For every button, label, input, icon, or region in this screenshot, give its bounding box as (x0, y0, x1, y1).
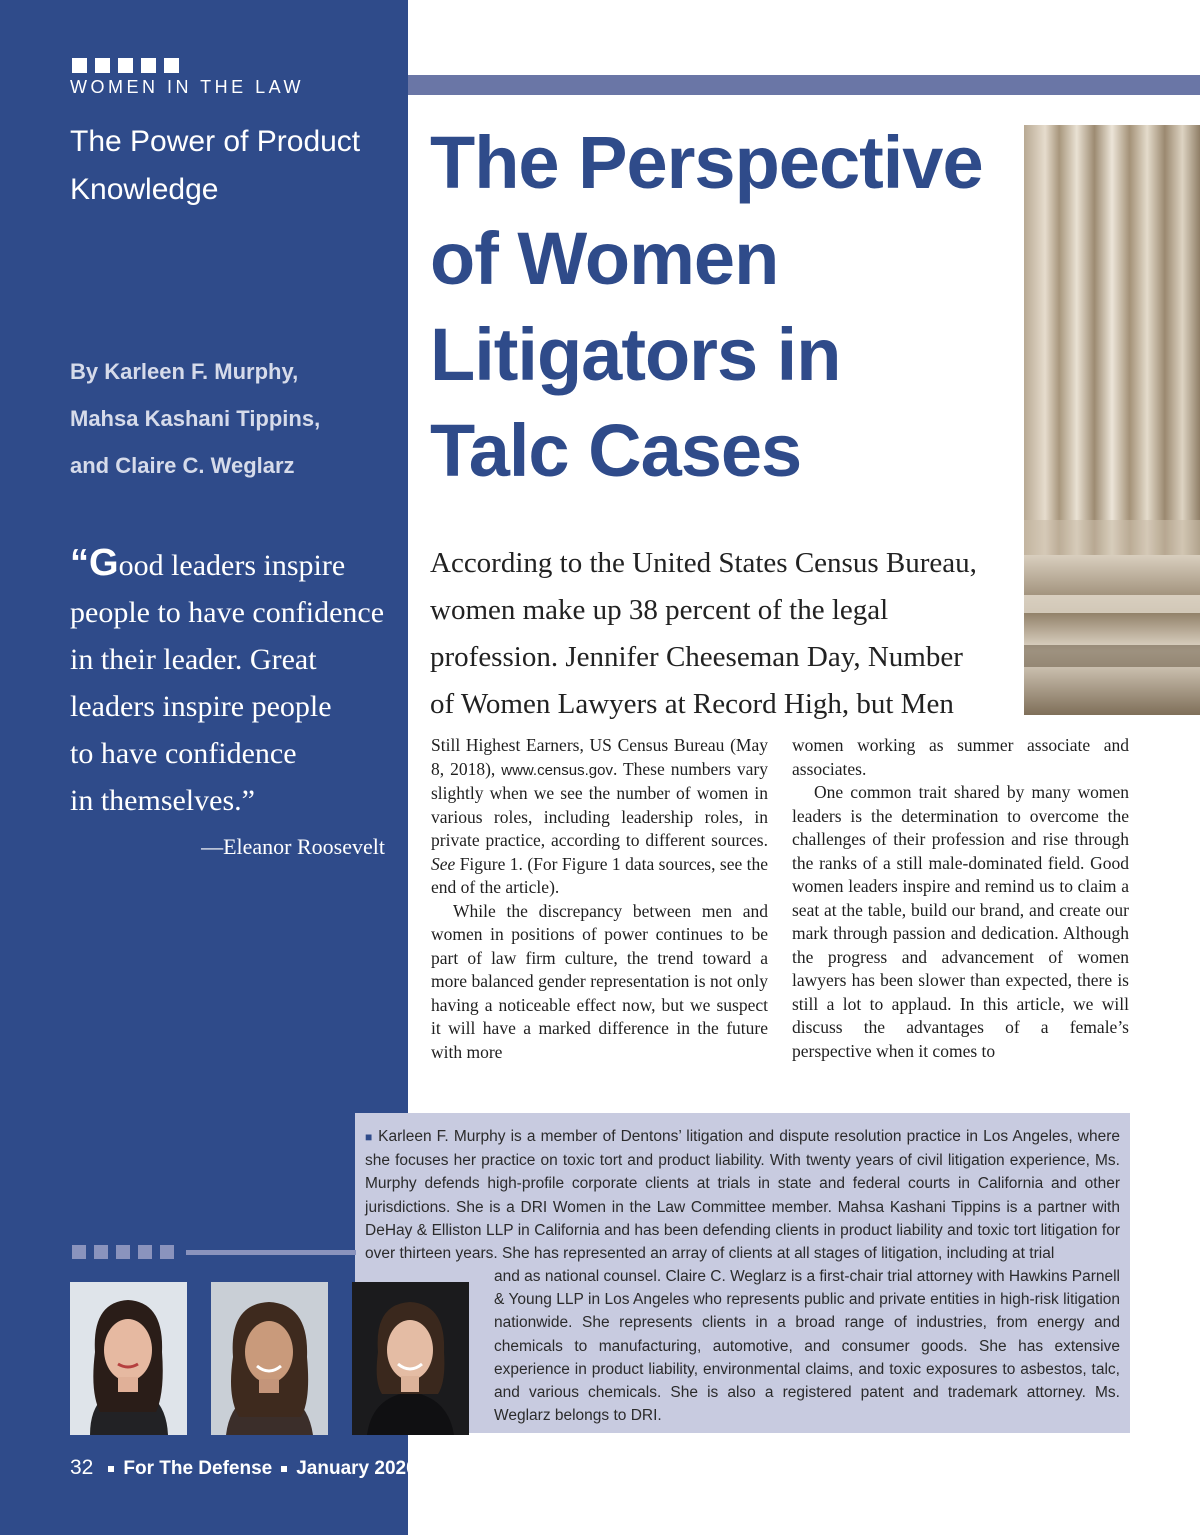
body-paragraph: One common trait shared by many women leaders is the determination to overcome the challenges of their profession and rise through the ranks of a still male-dominated field. Good women leaders inspire and remind us to claim a seat at the table, build our brand, and create our mark through passion and dedication. Although the progress and advancement of women lawyers has been slower than expected, there is still a lot to applaud. In this article, we will discuss the advantages of a female’s perspective when it comes to (792, 782, 1129, 1061)
classical-column-image (1024, 125, 1200, 715)
footer-separator (281, 1466, 287, 1472)
bio-bullet-icon: ■ (365, 1130, 374, 1144)
body-paragraph: While the discrepancy between men and women in positions of power continues to be part of law firm culture, the trend toward a more balanced gender representation is not only having a noticeable effect now, but we suspect it will have a marked difference in the future with more (431, 900, 768, 1062)
body-column-right (792, 734, 1129, 1063)
author-bio-text (365, 1125, 1120, 1265)
section-label: WOMEN IN THE LAW (70, 77, 305, 97)
issue-date: January 2020 (296, 1458, 417, 1479)
photo-divider-line (186, 1250, 356, 1255)
article-title (430, 115, 1020, 499)
quote-line: to have confidence (70, 737, 297, 770)
quote-line: leaders inspire people (70, 690, 332, 723)
quote-drop-letter: G (89, 542, 119, 584)
body-text: Still Highest Earners, US Census Bureau (May 8, 2018), (431, 735, 768, 779)
page-footer (70, 1456, 417, 1480)
lead-line: According to the United States Census Bureau, (430, 547, 977, 579)
body-column-left (431, 734, 768, 1064)
photo-squares-decoration (72, 1245, 174, 1259)
magazine-name: For The Defense (123, 1458, 273, 1479)
byline (70, 348, 390, 489)
body-text: Figure 1. (For Figure 1 data sources, see the end of the article). (431, 853, 769, 897)
body-paragraph (431, 734, 768, 900)
author-bio-text-continued: and as national counsel. Claire C. Weglarz is a first-chair trial attorney with Hawkins Parnell & Young LLP in Los Angeles who represents public and private entities in high-risk litigation nationwide. She represents clients in a broad range of industries, from energy and chemicals to manufacturing, automotive, and consumer goods. She has extensive experience in product liability, environmental claims, and toxic exposures to asbestos, talc, and various chemicals. She is also a registered patent and trademark attorney. Ms. Weglarz belongs to DRI. (494, 1268, 1121, 1425)
census-link[interactable]: www.census.gov (501, 761, 613, 779)
author-photo-murphy (70, 1282, 187, 1435)
title-line: Talc Cases (430, 409, 802, 492)
body-text-italic: See (431, 853, 456, 874)
quote-line: ood leaders inspire (118, 549, 346, 582)
body-paragraph: women working as summer associate and associates. (792, 735, 1129, 779)
pull-quote (70, 540, 390, 824)
title-line: of Women (430, 217, 779, 300)
lead-line: profession. Jennifer Cheeseman Day, Number (430, 641, 963, 673)
quote-open-mark: “ (70, 542, 89, 584)
lead-paragraph (430, 540, 1020, 728)
byline-line: By Karleen F. Murphy, (70, 359, 299, 384)
byline-line: Mahsa Kashani Tippins, (70, 406, 321, 431)
lead-line: women make up 38 percent of the legal (430, 594, 889, 626)
quote-attribution: —Eleanor Roosevelt (201, 834, 385, 859)
body-text: . These numbers vary slightly when we see the number of women in various roles, including leadership roles, in private practice, according to different sources. (431, 758, 768, 850)
page-number: 32 (70, 1456, 94, 1479)
quote-line: in their leader. Great (70, 643, 317, 676)
bio-text: Karleen F. Murphy is a member of Dentons’ litigation and dispute resolution practice in Los Angeles, where she focuses her practice on toxic tort and product liability. With twenty years of civil litigation experience, Ms. Murphy defends high-profile corporate clients at trials in state and federal courts in California and other jurisdictions. She is a DRI Women in the Law Committee member. Mahsa Kashani Tippins is a partner with DeHay & Elliston LLP in California and has been defending clients in product liability and toxic tort litigation for over thirteen years. She has represented an array of clients at all stages of litigation, including at trial (365, 1128, 1121, 1263)
title-line: Litigators in (430, 313, 841, 396)
footer-separator (108, 1466, 114, 1472)
byline-line: and Claire C. Weglarz (70, 453, 295, 478)
section-squares-decoration (72, 58, 179, 73)
title-line: The Perspective (430, 121, 983, 204)
quote-line: in themselves.” (70, 784, 255, 817)
author-photo-tippins (211, 1282, 328, 1435)
lead-line: of Women Lawyers at Record High, but Men (430, 688, 954, 720)
author-photo-weglarz (352, 1282, 469, 1435)
article-subtitle: The Power of Product Knowledge (70, 125, 361, 206)
quote-line: people to have confidence (70, 596, 385, 629)
